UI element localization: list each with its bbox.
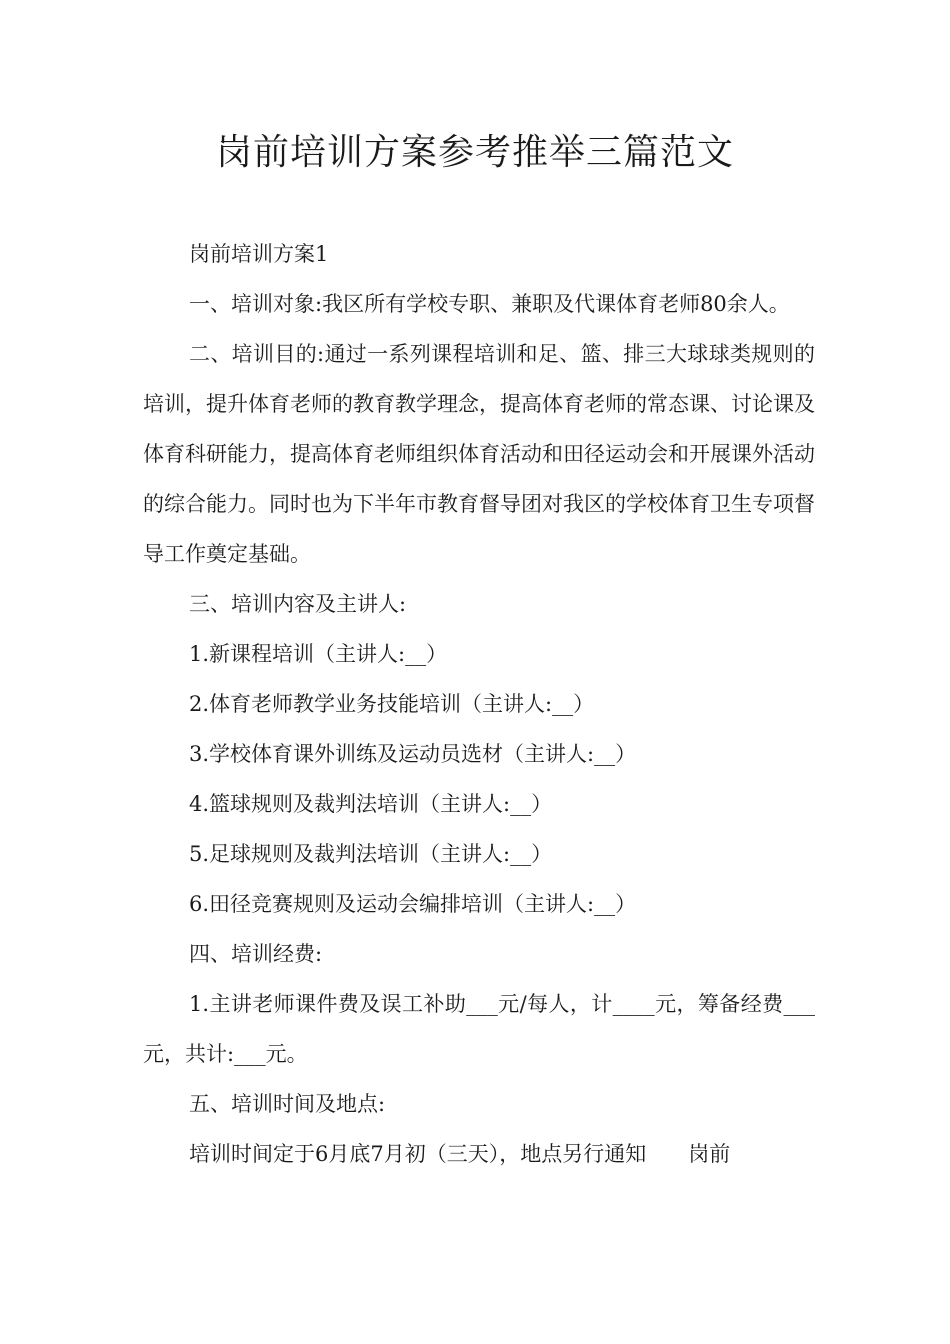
paragraph-training-purpose: 二、培训目的:通过一系列课程培训和足、篮、排三大球球类规则的培训，提升体育老师的教育教学理念，提高体育老师的常态课、讨论课及体育科研能力，提高体育老师组织体育活动和田径运动会和开展课外活动的综合能力。同时也为下半年市教育督导团对我区的学校体育卫生专项督导工作奠定基础。: [143, 342, 815, 566]
document-body: [143, 229, 815, 1179]
list-item: 4.篮球规则及裁判法培训（主讲人:__）: [189, 792, 553, 816]
paragraph-time-heading: 五、培训时间及地点:: [189, 1092, 386, 1116]
list-item: 2.体育老师教学业务技能培训（主讲人:__）: [189, 692, 595, 716]
list-item: 6.田径竞赛规则及运动会编排培训（主讲人:__）: [189, 892, 637, 916]
document-title: 岗前培训方案参考推举三篇范文: [215, 132, 734, 173]
paragraph-content-heading: 三、培训内容及主讲人:: [189, 592, 407, 616]
paragraph-time-detail: 培训时间定于6月底7月初（三天），地点另行通知 岗前: [189, 1142, 731, 1166]
paragraph-funding-heading: 四、培训经费:: [189, 942, 323, 966]
paragraph-training-target: 一、培训对象:我区所有学校专职、兼职及代课体育老师80余人。: [189, 292, 790, 316]
list-item: 3.学校体育课外训练及运动员选材（主讲人:__）: [189, 742, 637, 766]
list-item: 1.新课程培训（主讲人:__）: [189, 642, 448, 666]
paragraph-funding-detail: 1.主讲老师课件费及误工补助___元/每人，计____元，筹备经费___元，共计:___元。: [143, 992, 815, 1066]
list-item: 5.足球规则及裁判法培训（主讲人:__）: [189, 842, 553, 866]
section-heading: 岗前培训方案1: [189, 242, 329, 266]
